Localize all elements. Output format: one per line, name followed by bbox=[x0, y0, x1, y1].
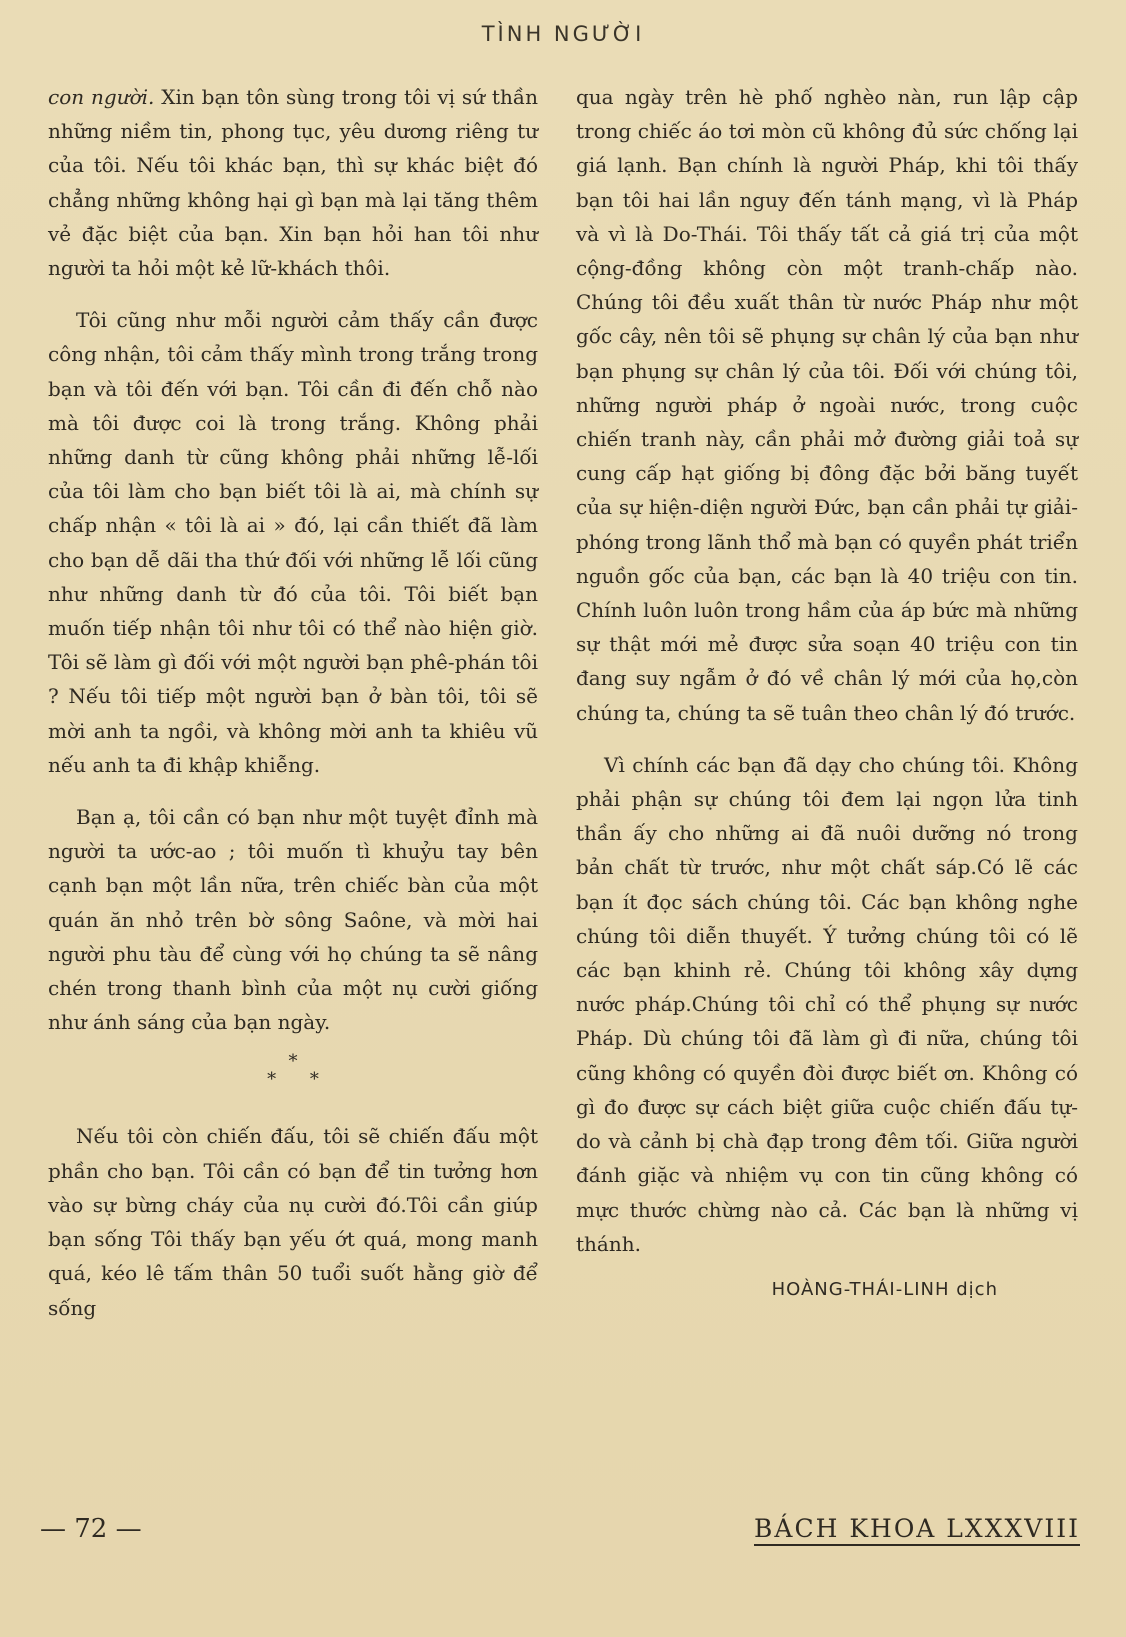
paragraph: Bạn ạ, tôi cần có bạn như một tuyệt đỉnh mà người ta ước-ao ; tôi muốn tì khuỷu tay bên cạnh bạn một lần nữa, trên chiếc bàn của một quán ăn nhỏ trên bờ sông Saône, và mời hai người phu tàu để cùng với họ chúng ta sẽ nâng chén trong thanh bình của một nụ cười giống như ánh sáng của bạn ngày. bbox=[48, 805, 538, 1035]
asterism-top: * bbox=[288, 1051, 298, 1073]
paragraph bbox=[48, 80, 538, 285]
paragraph-text: Xin bạn tôn sùng trong tôi vị sứ thần những niềm tin, phong tục, yêu dương riêng tư của tôi. Nếu tôi khác bạn, thì sự khác biệt đó chẳng những không hại gì bạn mà lại tăng thêm vẻ đặc biệt của bạn. Xin bạn hỏi han tôi như người ta hỏi một kẻ lữ-khách thôi. bbox=[48, 85, 538, 281]
page-number: — 72 — bbox=[40, 1514, 142, 1544]
left-column bbox=[48, 80, 538, 1325]
journal-name: BÁCH KHOA LXXXVIII bbox=[754, 1514, 1080, 1546]
running-header: TÌNH NGƯỜI bbox=[481, 22, 645, 46]
translator-signature: HOÀNG-THÁI-LINH dịch bbox=[771, 1278, 998, 1300]
section-divider bbox=[48, 1053, 538, 1089]
right-column bbox=[576, 80, 1078, 1307]
paragraph: Vì chính các bạn đã dạy cho chúng tôi. Không phải phận sự chúng tôi đem lại ngọn lửa tinh thần ấy cho những ai đã nuôi dưỡng nó trong bản chất từ trước, như một chất sáp.Có lẽ các bạn ít đọc sách chúng tôi. Các bạn không nghe chúng tôi diễn thuyết. Ý tưởng chúng tôi có lẽ các bạn khinh rẻ. Chúng tôi không xây dựng nước pháp.Chúng tôi chỉ có thể phụng sự nước Pháp. Dù chúng tôi đã làm gì đi nữa, chúng tôi cũng không có quyền đòi được biết ơn. Không có gì đo được sự cách biệt giữa cuộc chiến đấu tự-do và cảnh bị chà đạp trong đêm tối. Giữa người đánh giặc và nhiệm vụ con tin cũng không có mực thước chừng nào cả. Các bạn là những vị thánh. bbox=[576, 752, 1078, 1256]
paragraph: Tôi cũng như mỗi người cảm thấy cần được công nhận, tôi cảm thấy mình trong trắng trong bạn và tôi đến với bạn. Tôi cần đi đến chỗ nào mà tôi được coi là trong trắng. Không phải những danh từ cũng không phải những lễ-lối của tôi làm cho bạn biết tôi là ai, mà chính sự chấp nhận « tôi là ai » đó, lại cần thiết đã làm cho bạn dễ dãi tha thứ đối với những lễ lối cũng như những danh từ đó của tôi. Tôi biết bạn muốn tiếp nhận tôi như tôi có thể nào hiện giờ. Tôi sẽ làm gì đối với một người bạn phê-phán tôi ? Nếu tôi tiếp một người bạn ở bàn tôi, tôi sẽ mời anh ta ngồi, và không mời anh ta khiêu vũ nếu anh ta đi khập khiễng. bbox=[48, 308, 538, 777]
paragraph: Nếu tôi còn chiến đấu, tôi sẽ chiến đấu một phần cho bạn. Tôi cần có bạn để tin tưởng hơn vào sự bừng cháy của nụ cười đó.Tôi cần giúp bạn sống Tôi thấy bạn yếu ớt quá, mong manh quá, kéo lê tấm thân 50 tuổi suốt hằng giờ để sống bbox=[48, 1124, 538, 1320]
asterism-bottom: * * bbox=[267, 1069, 333, 1091]
paragraph: qua ngày trên hè phố nghèo nàn, run lập cập trong chiếc áo tơi mòn cũ không đủ sức chống lại giá lạnh. Bạn chính là người Pháp, khi tôi thấy bạn tôi hai lần nguy đến tánh mạng, vì là Pháp và vì là Do-Thái. Tôi thấy tất cả giá trị của một cộng-đồng không còn một tranh-chấp nào. Chúng tôi đều xuất thân từ nước Pháp như một gốc cây, nên tôi sẽ phụng sự chân lý của bạn như bạn phụng sự chân lý của tôi. Đối với chúng tôi, những người pháp ở ngoài nước, trong cuộc chiến tranh này, cần phải mở đường giải toả sự cung cấp hạt giống bị đông đặc bởi băng tuyết của sự hiện-diện người Đức, bạn cần phải tự giải- phóng trong lãnh thổ mà bạn có quyền phát triển nguồn gốc của bạn, các bạn là 40 triệu con tin. Chính luôn luôn trong hầm của áp bức mà những sự thật mới mẻ được sửa soạn 40 triệu con tin đang suy ngẫm ở đó về chân lý mới của họ,còn chúng ta, chúng ta sẽ tuân theo chân lý đó trước. bbox=[576, 85, 1078, 725]
italic-lead: con người. bbox=[48, 85, 155, 109]
